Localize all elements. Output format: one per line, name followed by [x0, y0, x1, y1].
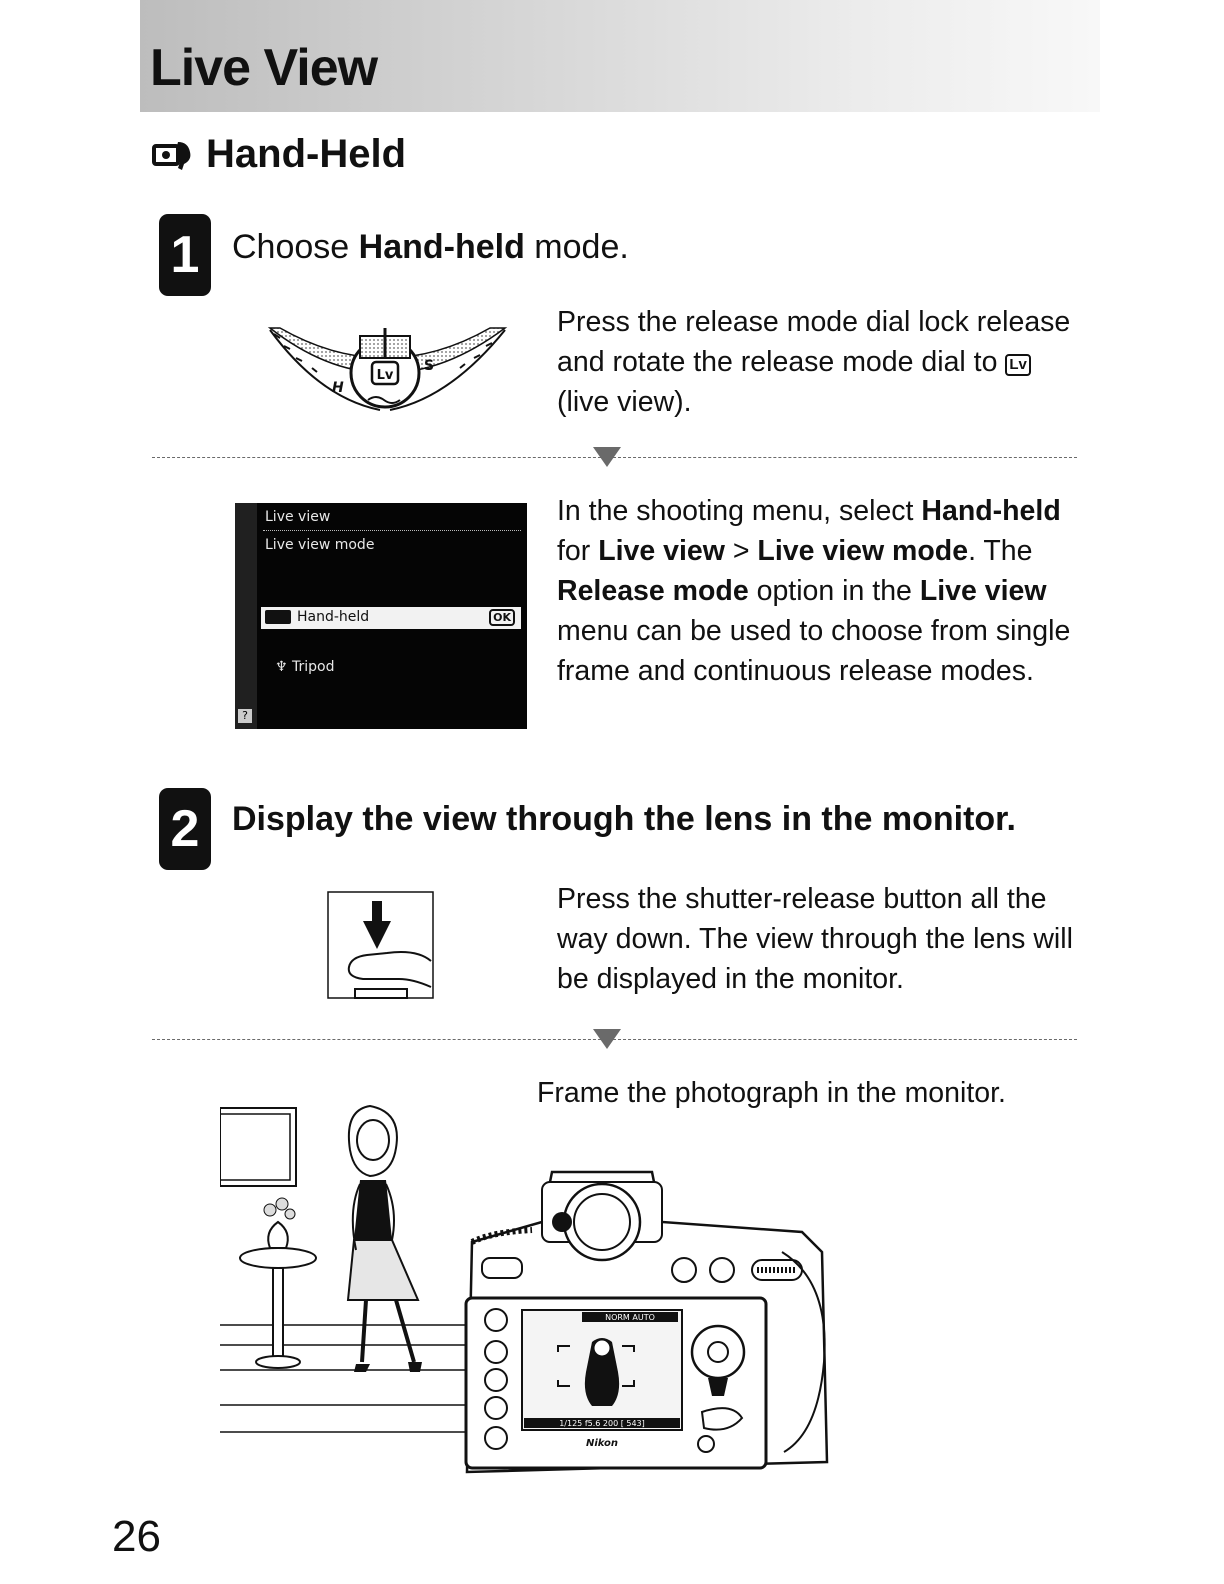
menu-option-hand-held-label: Hand-held [297, 609, 370, 625]
menu-text-b5: Live view [919, 575, 1047, 607]
release-mode-dial-illustration [260, 318, 510, 448]
help-icon: ? [238, 709, 252, 723]
lv-inline-icon [1005, 354, 1031, 376]
menu-text-t6: menu can be used to choose from single frame and continuous release modes. [557, 615, 1071, 687]
dial-lv-label: Lv [376, 368, 394, 383]
step-1-title-bold: Hand-held [358, 228, 525, 266]
menu-option-tripod-label: Tripod [292, 659, 335, 675]
menu-option-hand-held[interactable] [261, 607, 521, 629]
dial-mark-right: S [424, 358, 435, 374]
step-badge-1: 1 [159, 214, 211, 296]
menu-header-rule [263, 530, 521, 531]
scene-illustration [220, 1100, 480, 1440]
menu-text-b1: Hand-held [921, 495, 1061, 527]
tripod-icon: ♆ [275, 659, 293, 675]
down-arrow-icon [593, 447, 621, 467]
menu-text-t2: for [557, 535, 599, 567]
menu-hand-held-icon [265, 610, 291, 624]
lv-inline-icon-label: Lv [1009, 356, 1027, 373]
menu-text-b3: Live view mode [757, 535, 969, 567]
step-1-title-suffix: mode. [524, 228, 629, 266]
step-2-title: Display the view through the lens in the monitor. [232, 800, 1016, 838]
step-1-menu-text [557, 491, 1087, 691]
section-title: Hand-Held [206, 132, 406, 176]
down-arrow-icon [593, 1029, 621, 1049]
menu-icon-strip [235, 503, 257, 729]
step-1-title [232, 228, 629, 267]
step-badge-2: 2 [159, 788, 211, 870]
page-number: 26 [112, 1512, 161, 1561]
step-1-text [557, 302, 1077, 422]
page-title: Live View [150, 39, 378, 97]
frame-text: Frame the photograph in the monitor. [537, 1077, 1006, 1109]
menu-text-b4: Release mode [557, 575, 749, 607]
menu-text-t1: In the shooting menu, select [557, 495, 922, 527]
lcd-bottom-text: 1/125 f5.6 200 [ 543] [559, 1419, 645, 1428]
dial-mark-left: H [332, 380, 344, 396]
ok-badge: OK [489, 609, 515, 626]
camera-brand: Nikon [585, 1438, 619, 1449]
lcd-top-text: NORM AUTO [605, 1313, 655, 1322]
menu-text-t3: > [724, 535, 758, 567]
shutter-release-illustration [327, 891, 434, 999]
menu-text-b2: Live view [598, 535, 725, 567]
menu-text-t5: option in the [748, 575, 920, 607]
menu-text-t4: . The [968, 535, 1033, 567]
camera-back-illustration [452, 1162, 832, 1474]
step-2-text: Press the shutter-release button all the way down. The view through the lens will be displayed in the monitor. [557, 883, 1073, 995]
live-view-menu-screen [235, 503, 527, 729]
step-1-text-a: Press the release mode dial lock release and rotate the release mode dial to [557, 306, 1071, 378]
hand-held-icon [152, 138, 196, 172]
step-1-title-prefix: Choose [232, 228, 359, 266]
menu-option-tripod[interactable] [275, 659, 335, 675]
section-heading [152, 132, 406, 177]
step-1-text-b: (live view). [557, 386, 692, 418]
menu-header: Live view [265, 509, 331, 525]
menu-subheader: Live view mode [265, 537, 375, 553]
